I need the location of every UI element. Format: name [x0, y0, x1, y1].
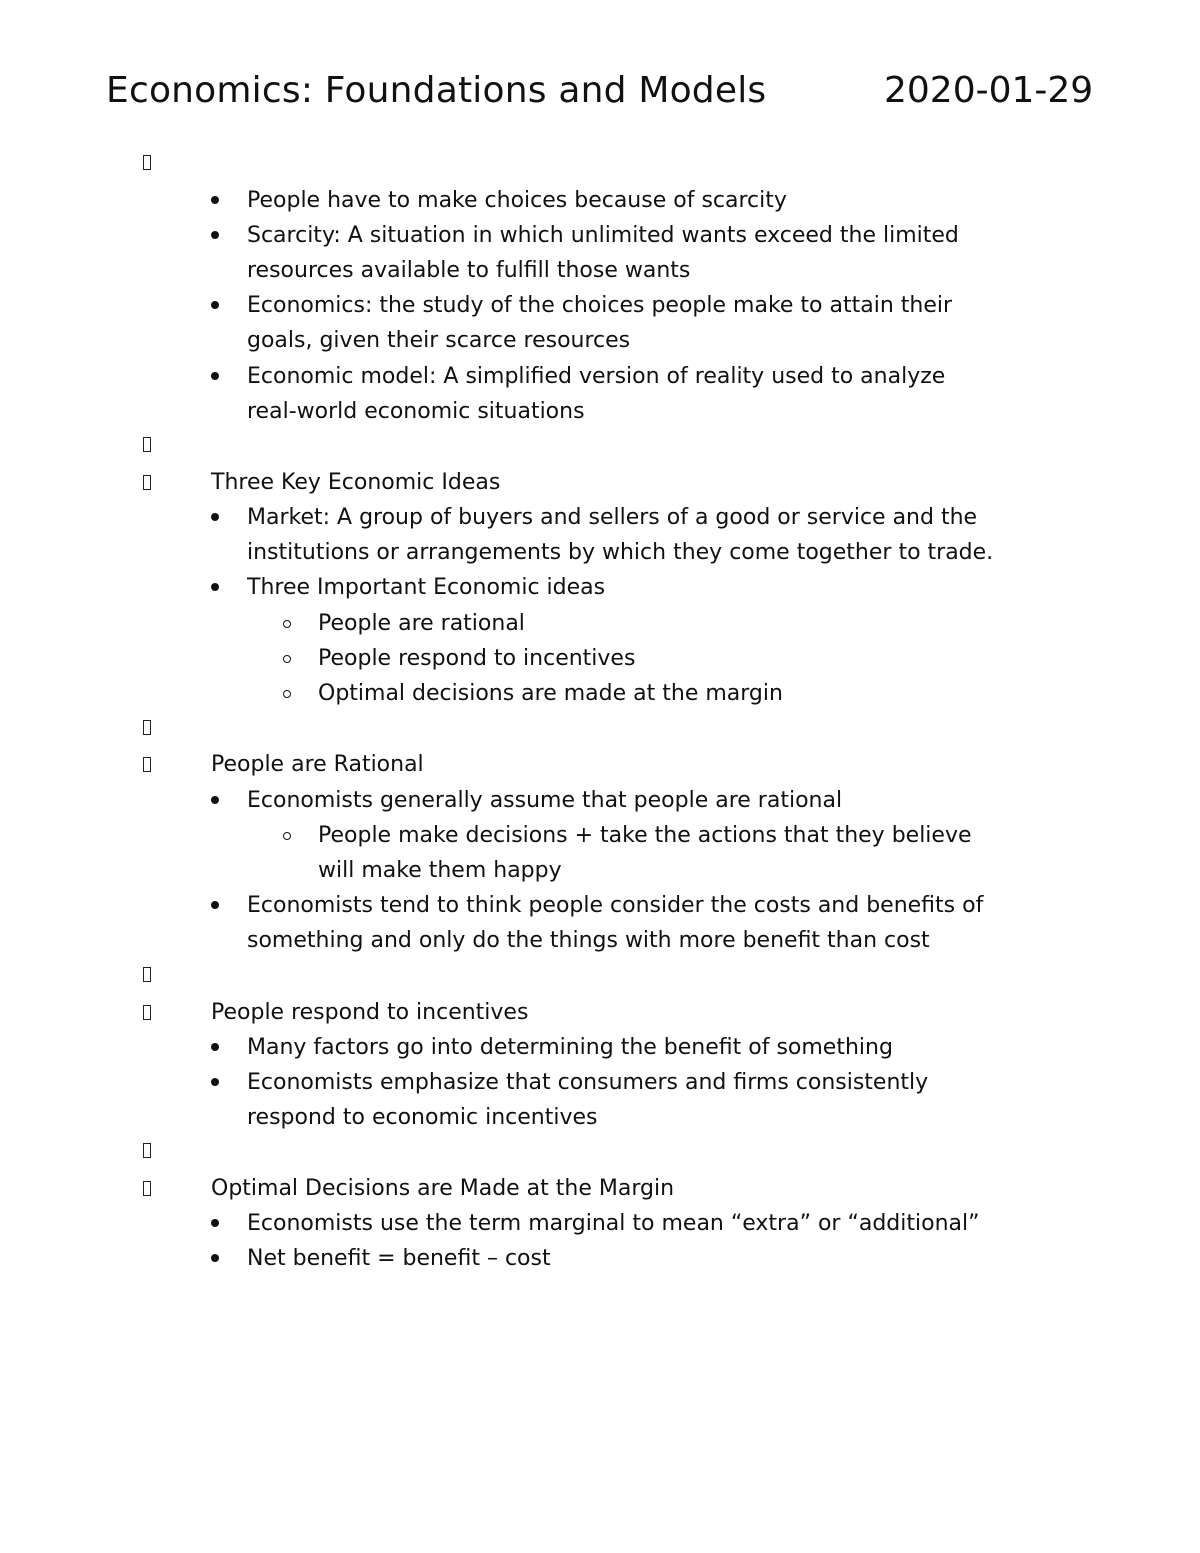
bullet-dot-icon — [211, 583, 219, 591]
list-item: Economists use the term marginal to mean “extra” or “additional” — [247, 1211, 980, 1236]
sub-list-item: People respond to incentives — [318, 646, 636, 671]
sub-list-item: Optimal decisions are made at the margin — [318, 681, 783, 706]
bullet-dot-icon — [211, 196, 219, 204]
bullet-dot-icon — [211, 901, 219, 909]
list-item-continuation: resources available to fulfill those wants — [247, 258, 691, 283]
document-date: 2020-01-29 — [884, 70, 1094, 111]
bullet-dot-icon — [211, 1219, 219, 1227]
missing-glyph-icon — [143, 995, 151, 1030]
list-item-continuation: goals, given their scarce resources — [247, 328, 631, 353]
list-item: Three Important Economic ideas — [247, 575, 606, 600]
missing-glyph-icon — [143, 747, 151, 782]
sub-list-item-continuation: will make them happy — [318, 858, 562, 883]
list-item: Market: A group of buyers and sellers of a good or service and the — [247, 505, 978, 530]
bullet-circle-icon — [283, 620, 291, 628]
sub-list-item: People make decisions + take the actions that they believe — [318, 823, 972, 848]
section-heading: People are Rational — [211, 752, 424, 777]
bullet-dot-icon — [211, 301, 219, 309]
section-heading: Optimal Decisions are Made at the Margin — [211, 1176, 675, 1201]
list-item: Net benefit = benefit – cost — [247, 1246, 551, 1271]
list-item: Economics: the study of the choices people make to attain their — [247, 293, 953, 318]
list-item: People have to make choices because of scarcity — [247, 188, 787, 213]
list-item: Scarcity: A situation in which unlimited wants exceed the limited — [247, 223, 959, 248]
missing-glyph-icon — [143, 710, 151, 745]
missing-glyph-icon — [143, 427, 151, 462]
list-item: Economists tend to think people consider the costs and benefits of — [247, 893, 984, 918]
list-item-continuation: respond to economic incentives — [247, 1105, 598, 1130]
section-heading: People respond to incentives — [211, 1000, 529, 1025]
list-item: Many factors go into determining the benefit of something — [247, 1035, 893, 1060]
bullet-dot-icon — [211, 796, 219, 804]
sub-list-item: People are rational — [318, 611, 525, 636]
bullet-dot-icon — [211, 1043, 219, 1051]
bullet-dot-icon — [211, 372, 219, 380]
missing-glyph-icon — [143, 465, 151, 500]
section-heading: Three Key Economic Ideas — [211, 470, 501, 495]
missing-glyph-icon — [143, 1171, 151, 1206]
bullet-dot-icon — [211, 513, 219, 521]
bullet-circle-icon — [283, 832, 291, 840]
document-title: Economics: Foundations and Models — [106, 70, 767, 111]
list-item-continuation: institutions or arrangements by which they come together to trade. — [247, 540, 994, 565]
bullet-dot-icon — [211, 1254, 219, 1262]
list-item: Economists emphasize that consumers and firms consistently — [247, 1070, 929, 1095]
list-item: Economists generally assume that people are rational — [247, 788, 843, 813]
list-item-continuation: real-world economic situations — [247, 399, 585, 424]
missing-glyph-icon — [143, 1133, 151, 1168]
bullet-circle-icon — [283, 690, 291, 698]
list-item-continuation: something and only do the things with more benefit than cost — [247, 928, 930, 953]
list-item: Economic model: A simplified version of reality used to analyze — [247, 364, 946, 389]
bullet-dot-icon — [211, 231, 219, 239]
bullet-dot-icon — [211, 1078, 219, 1086]
missing-glyph-icon — [143, 145, 151, 180]
missing-glyph-icon — [143, 957, 151, 992]
bullet-circle-icon — [283, 655, 291, 663]
